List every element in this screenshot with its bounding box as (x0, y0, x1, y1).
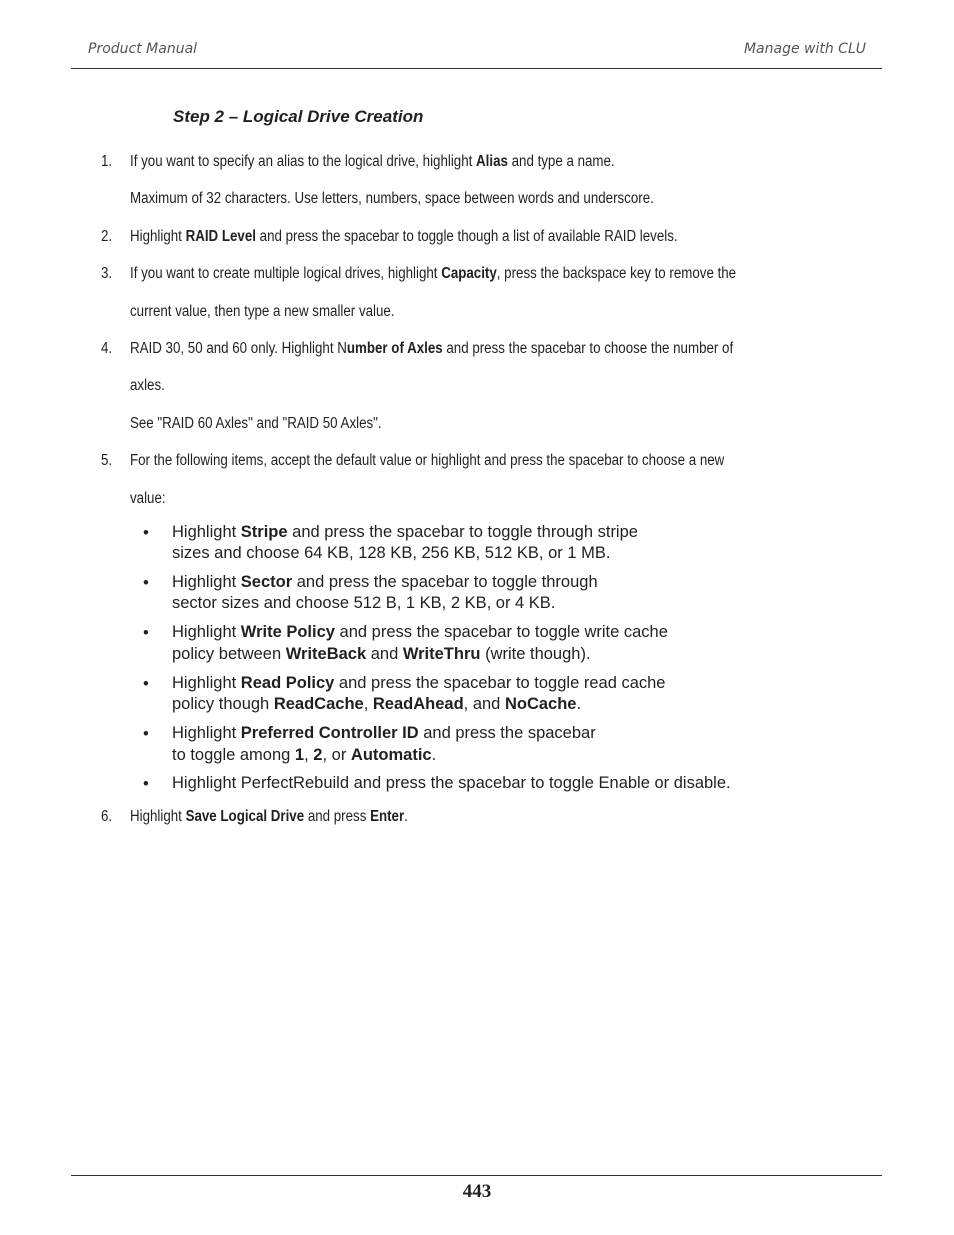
text-run: If you want to specify an alias to the logical drive, highlight (130, 153, 477, 170)
text-run: , and (463, 695, 505, 713)
bold-term: ReadAhead (372, 695, 464, 713)
text-run: . (431, 746, 437, 764)
bullet-line (172, 593, 555, 614)
bullet-symbol: • (143, 675, 149, 693)
bullet-line (172, 773, 731, 794)
item-line (130, 153, 615, 171)
bullet-symbol: • (143, 624, 149, 642)
text-run: , press the backspace key to remove the (496, 265, 737, 282)
bullet-line (172, 572, 598, 593)
item-line (130, 377, 165, 395)
text-run: Highlight (172, 623, 241, 641)
bold-term: Preferred Controller ID (240, 724, 419, 742)
bullet-symbol: • (143, 775, 149, 793)
bold-term: Automatic (350, 746, 432, 764)
item-number: 2. (101, 228, 113, 245)
header-rule (71, 68, 882, 69)
item-line (130, 808, 408, 826)
bold-term: Stripe (240, 523, 288, 541)
footer-rule (71, 1175, 882, 1176)
item-line (130, 228, 678, 246)
bold-term: Alias (476, 153, 508, 170)
item-line (130, 490, 166, 508)
item-line (130, 340, 733, 358)
bullet-symbol: • (143, 725, 149, 743)
text-run: and press the spacebar (418, 724, 596, 742)
text-run: sector sizes and choose 512 B, 1 KB, 2 KB, or 4 KB. (172, 594, 556, 612)
text-run: to toggle among (172, 746, 295, 764)
text-run: value: (130, 490, 166, 507)
text-run: and press the spacebar to toggle through stripe (287, 523, 638, 541)
text-run: Highlight PerfectRebuild and press the spacebar to toggle Enable or disable. (172, 774, 731, 792)
bullet-line (172, 522, 638, 543)
text-run: Highlight (172, 674, 241, 692)
text-run: sizes and choose 64 KB, 128 KB, 256 KB, 512 KB, or 1 MB. (172, 544, 611, 562)
item-number: 5. (101, 452, 113, 469)
text-run: and press the spacebar to toggle through (292, 573, 598, 591)
bullet-line (172, 622, 668, 643)
text-run: Highlight (130, 808, 186, 825)
text-run: , (304, 746, 314, 764)
item-number: 1. (101, 153, 113, 170)
text-run: current value, then type a new smaller value. (130, 303, 395, 320)
text-run: and press (304, 808, 371, 825)
bold-term: umber of Axles (346, 340, 443, 357)
bold-term: Sector (240, 573, 293, 591)
text-run: , or (322, 746, 351, 764)
text-run: and (366, 645, 403, 663)
item-line (130, 303, 395, 321)
item-line (130, 452, 724, 470)
text-run: RAID 30, 50 and 60 only. Highlight N (130, 340, 347, 357)
bullet-line (172, 694, 581, 715)
text-run: and type a name. (507, 153, 615, 170)
item-line (130, 415, 382, 433)
bold-term: NoCache (504, 695, 577, 713)
text-run: and press the spacebar to choose the number of (442, 340, 734, 357)
item-number: 3. (101, 265, 113, 282)
item-number: 4. (101, 340, 113, 357)
text-run: and press the spacebar to toggle read cache (334, 674, 666, 692)
item-number: 6. (101, 808, 113, 825)
text-run: . (404, 808, 408, 825)
bold-term: 1 (294, 746, 305, 764)
text-run: Highlight (172, 523, 241, 541)
bullet-symbol: • (143, 574, 149, 592)
bold-term: Enter (370, 808, 405, 825)
text-run: Highlight (172, 724, 241, 742)
bullet-line (172, 673, 665, 694)
bold-term: Write Policy (240, 623, 335, 641)
bold-term: ReadCache (273, 695, 364, 713)
bold-term: WriteBack (285, 645, 367, 663)
text-run: . (576, 695, 582, 713)
bold-term: 2 (313, 746, 323, 764)
bold-term: Capacity (441, 265, 497, 282)
item-line (130, 265, 736, 283)
text-run: Highlight (130, 228, 186, 245)
bullet-line (172, 723, 596, 744)
item-line (130, 190, 654, 208)
header-right: Manage with CLU (743, 41, 866, 57)
bullet-line (172, 543, 610, 564)
text-run: policy between (172, 645, 286, 663)
bold-term: Save Logical Drive (185, 808, 305, 825)
page-number: 443 (462, 1181, 492, 1202)
bold-term: RAID Level (185, 228, 256, 245)
bullet-line (172, 745, 436, 766)
text-run: If you want to create multiple logical drives, highlight (130, 265, 442, 282)
header-left: Product Manual (88, 41, 198, 57)
text-run: Highlight (172, 573, 241, 591)
step-title: Step 2 – Logical Drive Creation (173, 107, 424, 126)
text-run: and press the spacebar to toggle write cache (334, 623, 668, 641)
text-run: policy though (172, 695, 274, 713)
text-run: , (363, 695, 373, 713)
text-run: and press the spacebar to toggle though a list of available RAID levels. (255, 228, 678, 245)
bullet-line (172, 644, 591, 665)
text-run: (write though). (480, 645, 591, 663)
bold-term: WriteThru (402, 645, 481, 663)
bold-term: Read Policy (240, 674, 335, 692)
bullet-symbol: • (143, 524, 149, 542)
text-run: For the following items, accept the default value or highlight and press the spacebar to choose a new (130, 452, 725, 469)
text-run: Maximum of 32 characters. Use letters, numbers, space between words and underscore. (130, 190, 654, 207)
text-run: axles. (130, 377, 165, 394)
text-run: See "RAID 60 Axles" and "RAID 50 Axles". (130, 415, 382, 432)
